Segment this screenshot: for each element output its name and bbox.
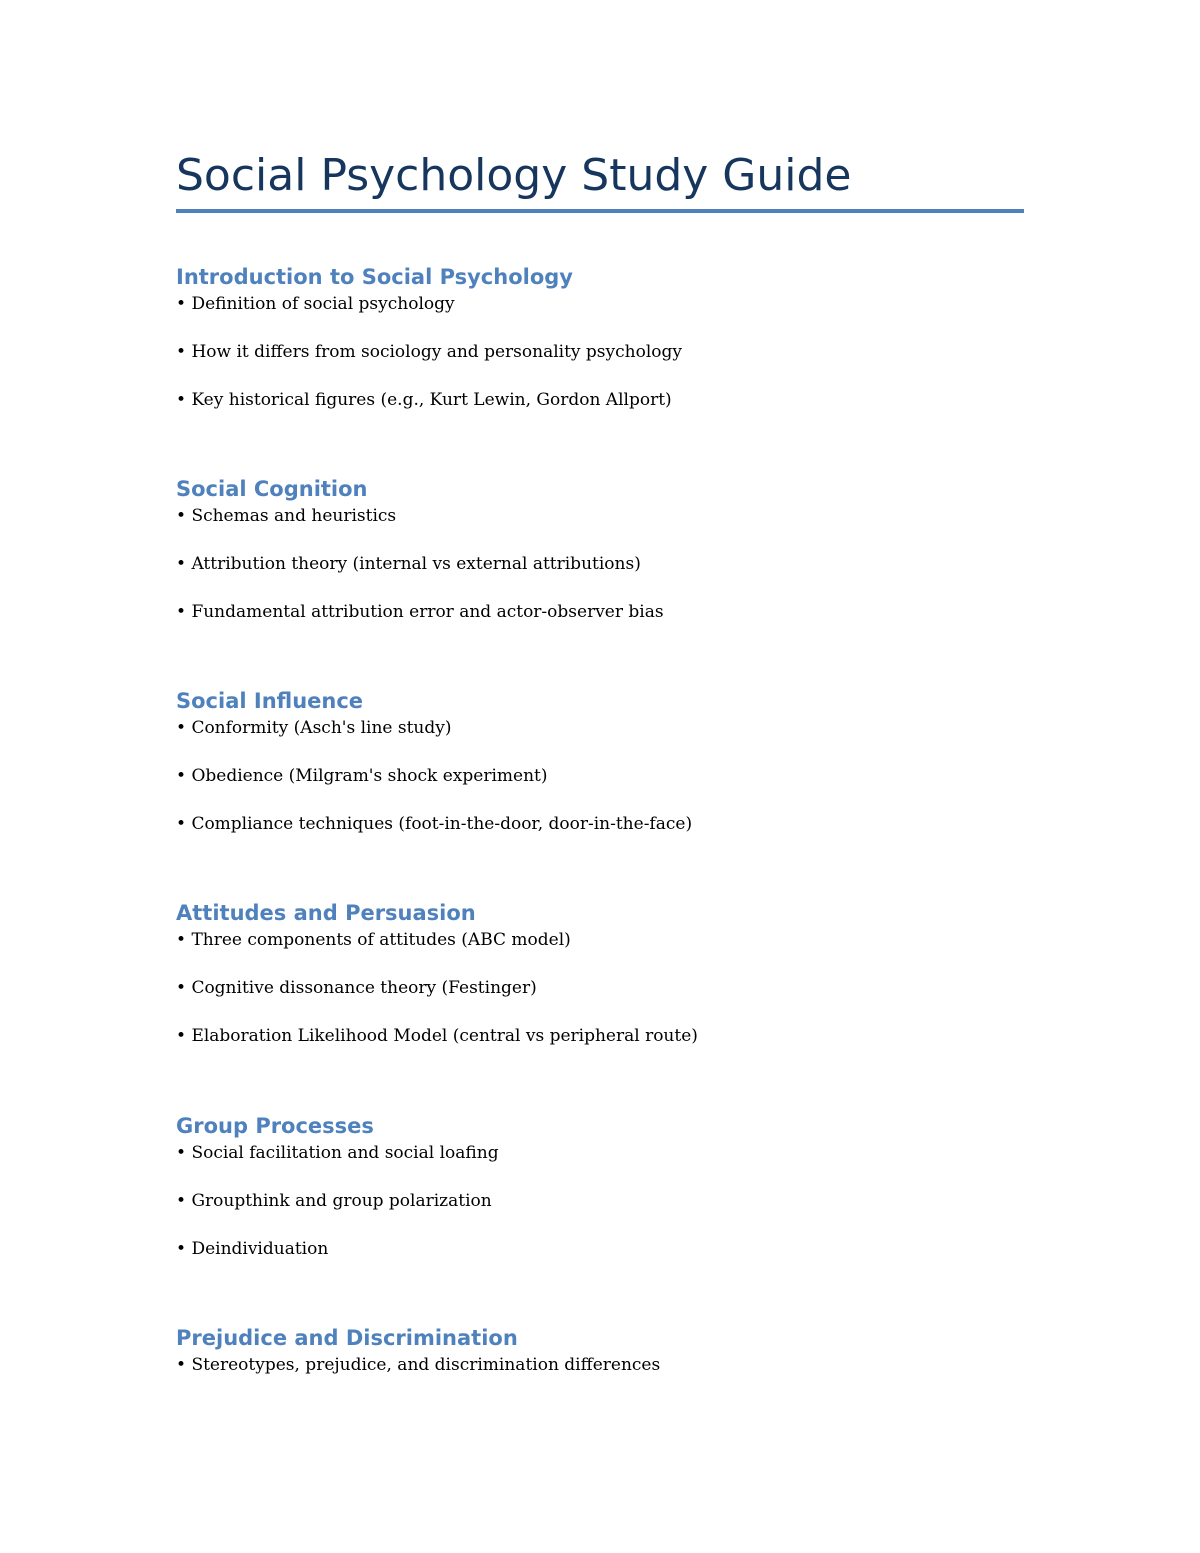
- bullet-marker: •: [176, 1026, 187, 1046]
- list-item-text: Cognitive dissonance theory (Festinger): [191, 978, 537, 998]
- bullet-list: [176, 928, 1024, 1048]
- bullet-marker: •: [176, 554, 187, 574]
- list-item: [176, 340, 1024, 364]
- section-attitudes-persuasion: [176, 898, 1024, 1048]
- list-item: [176, 600, 1024, 624]
- list-item: [176, 292, 1024, 316]
- list-item: [176, 764, 1024, 788]
- bullet-marker: •: [176, 1143, 187, 1163]
- section-heading: Social Influence: [176, 689, 364, 713]
- list-item-text: Three components of attitudes (ABC model): [191, 930, 571, 950]
- list-item-text: Attribution theory (internal vs external attributions): [191, 554, 641, 574]
- list-item-text: Conformity (Asch's line study): [191, 718, 452, 738]
- section-heading: Attitudes and Persuasion: [176, 901, 476, 925]
- bullet-list: [176, 292, 1024, 412]
- list-item-text: Stereotypes, prejudice, and discrimination differences: [191, 1355, 661, 1375]
- list-item: [176, 504, 1024, 528]
- section-social-influence: [176, 686, 1024, 836]
- bullet-marker: •: [176, 294, 187, 314]
- document-title: Social Psychology Study Guide: [176, 150, 852, 201]
- list-item: [176, 1237, 1024, 1261]
- list-item: [176, 1189, 1024, 1213]
- list-item-text: Definition of social psychology: [191, 294, 455, 314]
- list-item: [176, 976, 1024, 1000]
- list-item-text: Schemas and heuristics: [191, 506, 397, 526]
- bullet-marker: •: [176, 718, 187, 738]
- bullet-marker: •: [176, 1239, 187, 1259]
- section-heading: Social Cognition: [176, 477, 368, 501]
- bullet-list: [176, 1353, 1024, 1377]
- section-social-cognition: [176, 474, 1024, 624]
- list-item-text: Fundamental attribution error and actor-observer bias: [191, 602, 664, 622]
- bullet-marker: •: [176, 930, 187, 950]
- bullet-marker: •: [176, 390, 187, 410]
- bullet-marker: •: [176, 978, 187, 998]
- list-item: [176, 928, 1024, 952]
- bullet-marker: •: [176, 1355, 187, 1375]
- list-item: [176, 716, 1024, 740]
- section-heading: Introduction to Social Psychology: [176, 265, 573, 289]
- bullet-marker: •: [176, 1191, 187, 1211]
- list-item-text: Obedience (Milgram's shock experiment): [191, 766, 548, 786]
- section-prejudice-discrimination: [176, 1323, 1024, 1377]
- list-item: [176, 1141, 1024, 1165]
- bullet-marker: •: [176, 814, 187, 834]
- list-item-text: Groupthink and group polarization: [191, 1191, 492, 1211]
- bullet-marker: •: [176, 342, 187, 362]
- bullet-list: [176, 1141, 1024, 1261]
- list-item: [176, 812, 1024, 836]
- bullet-list: [176, 716, 1024, 836]
- section-group-processes: [176, 1111, 1024, 1261]
- section-heading: Prejudice and Discrimination: [176, 1326, 518, 1350]
- list-item: [176, 552, 1024, 576]
- list-item: [176, 1353, 1024, 1377]
- bullet-list: [176, 504, 1024, 624]
- bullet-marker: •: [176, 602, 187, 622]
- list-item-text: Compliance techniques (foot-in-the-door, door-in-the-face): [191, 814, 693, 834]
- list-item-text: Social facilitation and social loafing: [191, 1143, 499, 1163]
- section-introduction: [176, 262, 1024, 412]
- list-item: [176, 1024, 1024, 1048]
- list-item-text: Deindividuation: [191, 1239, 329, 1259]
- list-item-text: Key historical figures (e.g., Kurt Lewin, Gordon Allport): [191, 390, 672, 410]
- section-heading: Group Processes: [176, 1114, 374, 1138]
- list-item: [176, 388, 1024, 412]
- list-item-text: How it differs from sociology and personality psychology: [191, 342, 682, 362]
- title-underline-rule: [176, 209, 1024, 213]
- bullet-marker: •: [176, 766, 187, 786]
- bullet-marker: •: [176, 506, 187, 526]
- list-item-text: Elaboration Likelihood Model (central vs peripheral route): [191, 1026, 698, 1046]
